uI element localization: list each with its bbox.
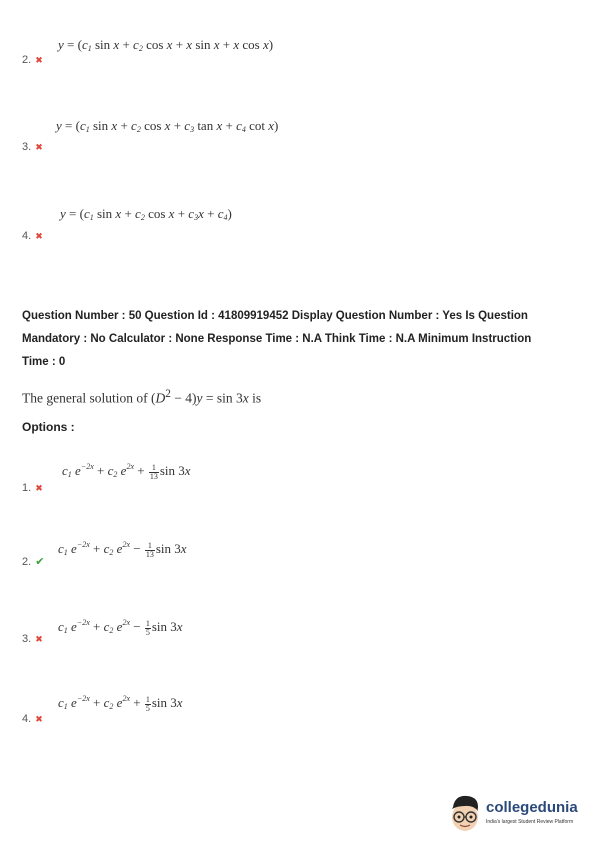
option-4-equation: $c_1$ $e^{-2x} + c_2$ $e^{2x}$ + $\frac{1}{5}$ sin 3x — [58, 694, 183, 713]
prev-option-2-label — [22, 54, 43, 66]
metadata-line-1: Question Number : 50 Question Id : 41809919452 Display Question Number : Yes Is Question — [22, 310, 528, 322]
question-prefix: The general solution of — [22, 390, 151, 406]
wrong-mark-icon: ✖ — [35, 714, 43, 724]
option-number: 4. — [22, 230, 32, 242]
metadata-line-3: Time : 0 — [22, 356, 66, 368]
question-metadata — [22, 305, 582, 374]
metadata-line-2: Mandatory : No Calculator : None Response Time : N.A Think Time : N.A Minimum Instruction — [22, 333, 532, 345]
option-2-label — [22, 555, 44, 568]
prev-option-3-equation: $y = (c_1$ $\sin x + c_2$ $\cos x + c_3$ $\tan x + c_4$ cot x) — [56, 118, 279, 134]
options-label: Options : — [22, 420, 75, 434]
collegedunia-logo — [447, 793, 577, 837]
mascot-face-icon — [447, 793, 483, 833]
option-2-equation: $c_1$ $e^{-2x} + c_2$ $e^{2x}$ − $\frac{1}{13}$ sin 3x — [58, 540, 187, 559]
option-number: 3. — [22, 633, 32, 645]
option-3-equation: $c_1$ $e^{-2x} + c_2$ $e^{2x}$ − $\frac{1}{5}$ sin 3x — [58, 618, 183, 637]
prev-option-2-equation: $y = (c_1$ $\sin x + c_2$ cos x + x sin x + x cos x) — [58, 37, 274, 53]
wrong-mark-icon: ✖ — [35, 231, 43, 241]
logo-name: collegedunia — [486, 799, 578, 816]
option-1-equation: $c_1$ $e^{-2x} + c_2$ $e^{2x}$ + $\frac{1}{13}$ sin 3x — [62, 462, 191, 481]
option-number: 2. — [22, 54, 32, 66]
question-suffix: is — [248, 390, 262, 406]
option-number: 3. — [22, 141, 32, 153]
option-number: 1. — [22, 482, 32, 494]
prev-option-4-label — [22, 230, 43, 242]
question-text: The general solution of $(D^2 - 4)y = \sin 3x$ is — [22, 388, 262, 406]
prev-option-3-label — [22, 141, 43, 153]
wrong-mark-icon: ✖ — [35, 142, 43, 152]
option-1-label — [22, 482, 43, 494]
option-number: 2. — [22, 556, 32, 568]
wrong-mark-icon: ✖ — [35, 55, 43, 65]
prev-option-4-equation: $y = (c_1$ $\sin x + c_2$ $\cos x + c_3x + c_4$) — [60, 206, 232, 222]
logo-tagline: India's largest Student Review Platform — [486, 819, 574, 825]
option-3-label — [22, 633, 43, 645]
wrong-mark-icon: ✖ — [35, 483, 43, 493]
wrong-mark-icon: ✖ — [35, 634, 43, 644]
option-number: 4. — [22, 713, 32, 725]
correct-check-icon: ✔ — [35, 556, 45, 568]
option-4-label — [22, 713, 43, 725]
